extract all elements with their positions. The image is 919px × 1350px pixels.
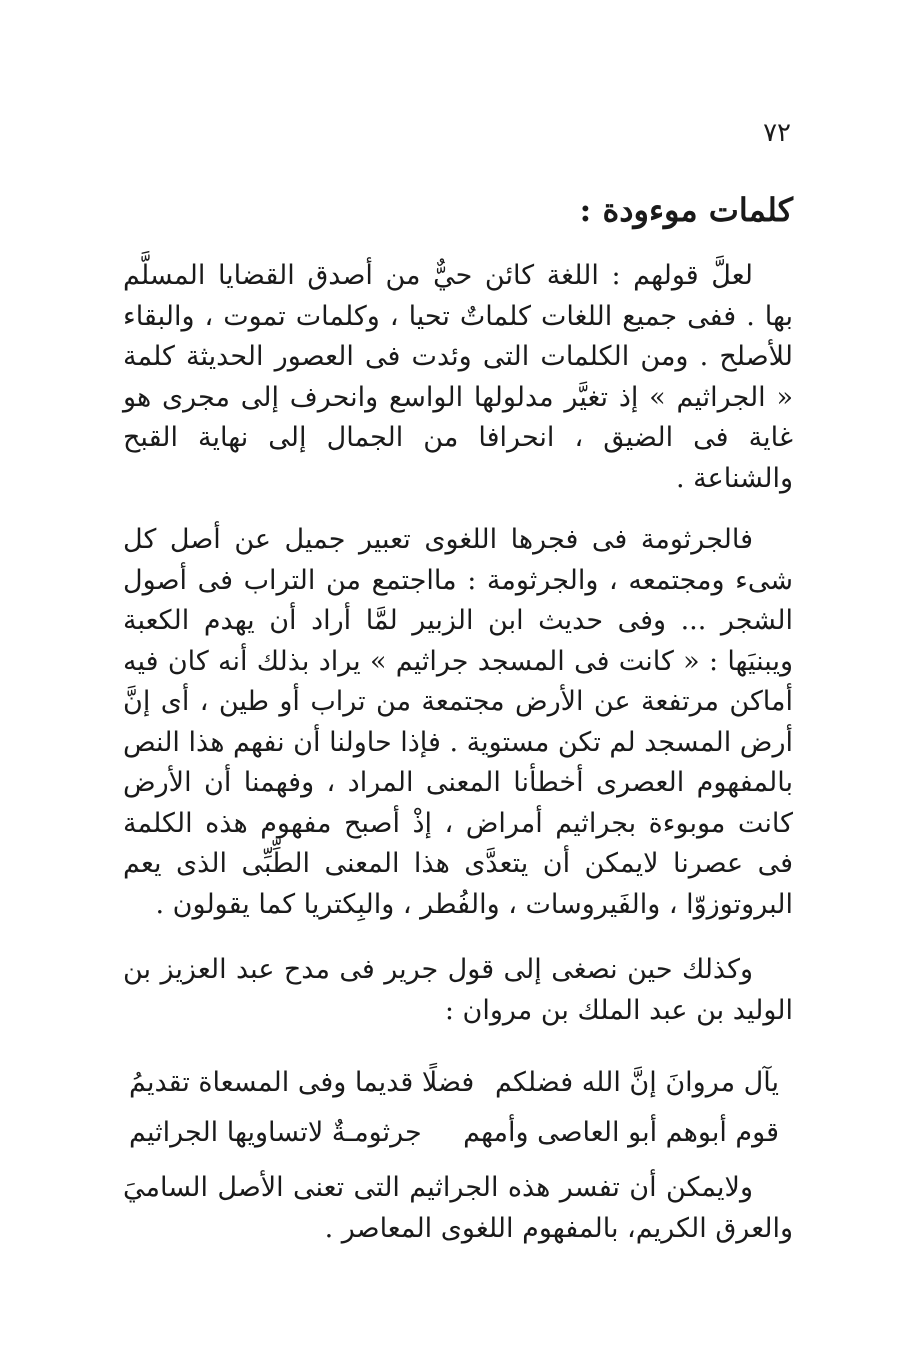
paragraph-1-text: لعلَّ قولهم : اللغة كائن حيٌّ من أصدق القضايا المسلَّم بها . ففى جميع اللغات كلماتٌ تحيا ، وكلمات تموت ، والبقاء للأصلح . ومن الكلمات التى وئدت فى العصور الحديثة كلمة « الجراثيم » إذ تغيَّر مدلولها الواسع وانحرف إلى مجرى هو غاية فى الضيق ، انحرافا من الجمال إلى نهاية القبح والشناعة . xyxy=(123,260,793,494)
poem-line-1-second-hemistich: فضلًا قديما وفى المسعاة تقديمُ xyxy=(129,1067,475,1098)
poem-verses xyxy=(129,1058,779,1158)
poem-line-1-first-hemistich: يآل مروانَ إنَّ الله فضلكم xyxy=(494,1067,779,1098)
paragraph-3-text: وكذلك حين نصغى إلى قول جرير فى مدح عبد العزيز بن الوليد بن عبد الملك بن مروان : xyxy=(123,954,793,1026)
paragraph-4-text: ولايمكن أن تفسر هذه الجراثيم التى تعنى الأصل الساميَ والعرق الكريم، بالمفهوم اللغوى المعاصر . xyxy=(123,1172,793,1244)
poem-line xyxy=(129,1058,779,1108)
paragraph-4 xyxy=(123,1168,793,1249)
section-heading: كلمات موءودة : xyxy=(579,191,793,229)
page-number: ٧٢ xyxy=(763,118,791,148)
poem-line-2-first-hemistich: قوم أبوهم أبو العاصى وأمهم xyxy=(463,1117,779,1148)
poem-line-2-second-hemistich: جرثومـةٌ لاتساويها الجراثيم xyxy=(129,1117,422,1148)
paragraph-2 xyxy=(123,520,793,925)
paragraph-2-text: فالجرثومة فى فجرها اللغوى تعبير جميل عن أصل كل شىء ومجتمعه ، والجرثومة : مااجتمع من التراب فى أصول الشجر ... وفى حديث ابن الزبير لمَّا أراد أن يهدم الكعبة ويبنيَها : « كانت فى المسجد جراثيم » يراد بذلك أنه كان فيه أماكن مرتفعة عن الأرض مجتمعة من تراب أو طين ، أى إنَّ أرض المسجد لم تكن مستوية . فإذا حاولنا أن نفهم هذا النص بالمفهوم العصرى أخطأنا المعنى المراد ، وفهمنا أن الأرض كانت موبوءة بجراثيم أمراض ، إذْ أصبح مفهوم هذه الكلمة فى عصرنا لايمكن أن يتعدَّى هذا المعنى الطِّبِّى الذى يعم البروتوزوّا ، والفَيروسات ، والفُطر ، والبِكتريا كما يقولون . xyxy=(122,524,793,920)
poem-line xyxy=(129,1108,779,1158)
paragraph-1 xyxy=(123,256,793,499)
paragraph-3 xyxy=(123,950,793,1031)
